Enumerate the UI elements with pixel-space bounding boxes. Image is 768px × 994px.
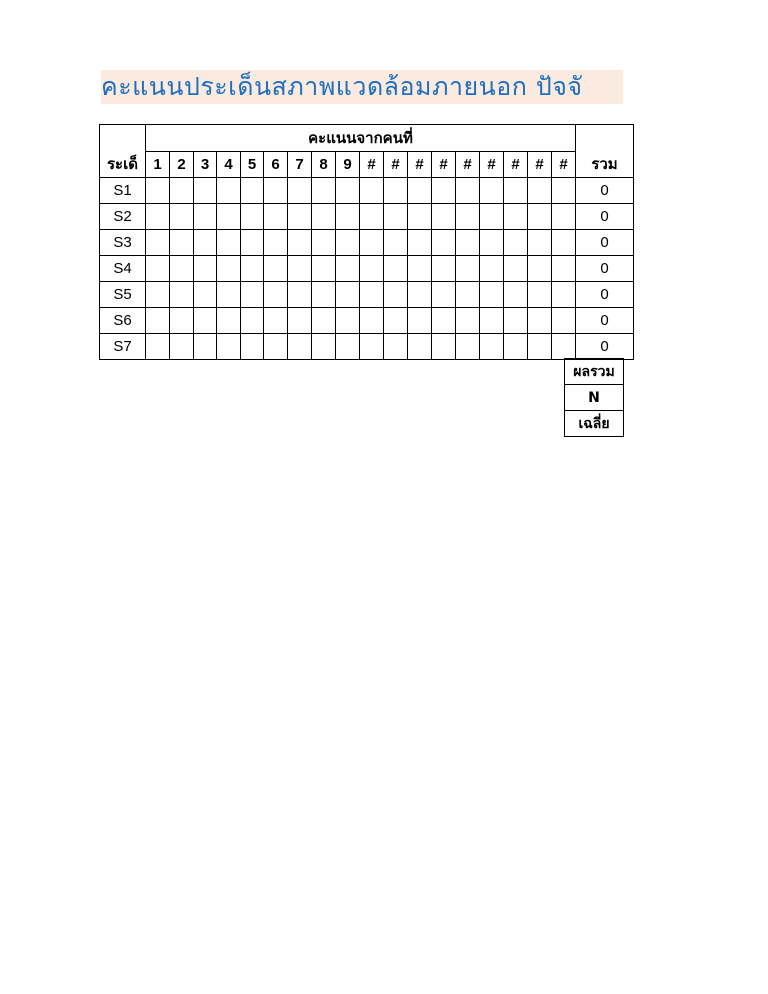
score-cell[interactable] (504, 256, 528, 282)
score-cell[interactable] (241, 230, 264, 256)
score-cell[interactable] (336, 230, 360, 256)
row-label: S6 (100, 308, 146, 334)
score-cell[interactable] (241, 282, 264, 308)
score-cell[interactable] (480, 308, 504, 334)
score-cell[interactable] (360, 282, 384, 308)
corner-cell (100, 125, 146, 152)
score-cell[interactable] (264, 204, 288, 230)
score-cell[interactable] (408, 178, 432, 204)
score-cell[interactable] (408, 204, 432, 230)
row-total: 0 (576, 178, 634, 204)
average-label: เฉลี่ย (565, 411, 624, 437)
score-cell[interactable] (217, 308, 241, 334)
column-number-header: 7 (288, 152, 312, 178)
score-cell[interactable] (384, 282, 408, 308)
score-cell[interactable] (456, 204, 480, 230)
score-cell[interactable] (336, 334, 360, 360)
score-cell[interactable] (146, 230, 170, 256)
summary-block (564, 358, 624, 437)
score-cell[interactable] (312, 308, 336, 334)
score-cell[interactable] (432, 256, 456, 282)
score-cell[interactable] (456, 256, 480, 282)
score-cell[interactable] (432, 230, 456, 256)
score-cell[interactable] (288, 230, 312, 256)
column-number-header: # (552, 152, 576, 178)
score-cell[interactable] (146, 334, 170, 360)
score-cell[interactable] (432, 178, 456, 204)
row-label: S5 (100, 282, 146, 308)
score-cell[interactable] (480, 230, 504, 256)
score-cell[interactable] (480, 204, 504, 230)
score-cell[interactable] (552, 282, 576, 308)
score-cell[interactable] (384, 204, 408, 230)
column-number-header: # (408, 152, 432, 178)
score-cell[interactable] (480, 282, 504, 308)
score-cell[interactable] (480, 334, 504, 360)
column-number-header: 5 (241, 152, 264, 178)
score-cell[interactable] (288, 178, 312, 204)
score-cell[interactable] (432, 308, 456, 334)
table-row (100, 230, 634, 256)
score-cell[interactable] (408, 334, 432, 360)
score-cell[interactable] (360, 204, 384, 230)
score-cell[interactable] (432, 282, 456, 308)
score-cell[interactable] (336, 178, 360, 204)
header-row-top (100, 125, 634, 152)
score-cell[interactable] (456, 334, 480, 360)
column-number-header: 2 (170, 152, 194, 178)
row-total: 0 (576, 334, 634, 360)
score-cell[interactable] (384, 334, 408, 360)
column-number-header: 3 (194, 152, 217, 178)
table-row (100, 204, 634, 230)
score-cell[interactable] (504, 204, 528, 230)
score-cell[interactable] (217, 204, 241, 230)
score-cell[interactable] (408, 230, 432, 256)
title-banner (101, 70, 623, 104)
score-cell[interactable] (360, 256, 384, 282)
score-cell[interactable] (552, 334, 576, 360)
score-table (99, 124, 634, 360)
score-cell[interactable] (146, 178, 170, 204)
row-header-label: ระเด็ (100, 152, 146, 178)
sheet-title: คะแนนประเด็นสภาพแวดล้อมภายนอก ปัจจั (101, 72, 583, 101)
score-cell[interactable] (194, 282, 217, 308)
score-cell[interactable] (264, 282, 288, 308)
score-cell[interactable] (384, 308, 408, 334)
score-cell[interactable] (528, 334, 552, 360)
sum-label: ผลรวม (565, 359, 624, 385)
column-number-header: 8 (312, 152, 336, 178)
row-label: S2 (100, 204, 146, 230)
score-cell[interactable] (408, 282, 432, 308)
score-cell[interactable] (170, 308, 194, 334)
score-cell[interactable] (528, 256, 552, 282)
score-cell[interactable] (264, 230, 288, 256)
score-cell[interactable] (194, 256, 217, 282)
score-cell[interactable] (456, 178, 480, 204)
table-row (100, 282, 634, 308)
score-cell[interactable] (288, 282, 312, 308)
header-row-numbers (100, 152, 634, 178)
score-cell[interactable] (360, 178, 384, 204)
score-cell[interactable] (312, 256, 336, 282)
row-total: 0 (576, 230, 634, 256)
score-cell[interactable] (360, 230, 384, 256)
total-header-top (576, 125, 634, 152)
score-cell[interactable] (312, 178, 336, 204)
score-cell[interactable] (217, 334, 241, 360)
score-cell[interactable] (528, 282, 552, 308)
column-number-header: 9 (336, 152, 360, 178)
score-cell[interactable] (528, 204, 552, 230)
score-cell[interactable] (504, 178, 528, 204)
score-cell[interactable] (504, 334, 528, 360)
table-row (100, 308, 634, 334)
score-cell[interactable] (408, 256, 432, 282)
score-cell[interactable] (312, 204, 336, 230)
score-cell[interactable] (504, 282, 528, 308)
group-header: คะแนนจากคนที่ (146, 125, 576, 152)
column-number-header: # (528, 152, 552, 178)
score-cell[interactable] (146, 282, 170, 308)
column-number-header: # (480, 152, 504, 178)
score-cell[interactable] (194, 308, 217, 334)
score-cell[interactable] (528, 230, 552, 256)
score-cell[interactable] (170, 282, 194, 308)
score-cell[interactable] (170, 230, 194, 256)
row-total: 0 (576, 204, 634, 230)
score-cell[interactable] (241, 204, 264, 230)
score-cell[interactable] (170, 334, 194, 360)
score-cell[interactable] (288, 334, 312, 360)
score-cell[interactable] (194, 334, 217, 360)
score-cell[interactable] (288, 256, 312, 282)
score-cell[interactable] (456, 230, 480, 256)
row-total: 0 (576, 308, 634, 334)
score-cell[interactable] (336, 256, 360, 282)
total-header: รวม (576, 152, 634, 178)
score-cell[interactable] (552, 178, 576, 204)
score-cell[interactable] (146, 308, 170, 334)
column-number-header: # (384, 152, 408, 178)
column-number-header: 1 (146, 152, 170, 178)
score-cell[interactable] (384, 230, 408, 256)
score-cell[interactable] (432, 204, 456, 230)
score-cell[interactable] (480, 256, 504, 282)
score-cell[interactable] (360, 334, 384, 360)
row-total: 0 (576, 282, 634, 308)
row-total: 0 (576, 256, 634, 282)
score-cell[interactable] (528, 178, 552, 204)
score-cell[interactable] (288, 204, 312, 230)
score-cell[interactable] (194, 230, 217, 256)
column-number-header: 6 (264, 152, 288, 178)
score-cell[interactable] (146, 256, 170, 282)
score-cell[interactable] (217, 178, 241, 204)
score-cell[interactable] (432, 334, 456, 360)
score-cell[interactable] (336, 308, 360, 334)
score-cell[interactable] (384, 256, 408, 282)
score-cell[interactable] (360, 308, 384, 334)
score-cell[interactable] (480, 178, 504, 204)
row-label: S4 (100, 256, 146, 282)
score-cell[interactable] (552, 308, 576, 334)
score-cell[interactable] (217, 256, 241, 282)
score-cell[interactable] (456, 282, 480, 308)
score-cell[interactable] (264, 256, 288, 282)
score-cell[interactable] (264, 178, 288, 204)
score-cell[interactable] (336, 204, 360, 230)
score-cell[interactable] (336, 282, 360, 308)
row-label: S1 (100, 178, 146, 204)
score-cell[interactable] (194, 204, 217, 230)
row-label: S3 (100, 230, 146, 256)
score-cell[interactable] (264, 334, 288, 360)
score-cell[interactable] (552, 256, 576, 282)
score-cell[interactable] (170, 178, 194, 204)
score-cell[interactable] (217, 282, 241, 308)
score-cell[interactable] (264, 308, 288, 334)
score-cell[interactable] (552, 230, 576, 256)
score-cell[interactable] (241, 308, 264, 334)
score-cell[interactable] (312, 334, 336, 360)
score-cell[interactable] (146, 204, 170, 230)
score-cell[interactable] (312, 230, 336, 256)
score-cell[interactable] (170, 256, 194, 282)
score-cell[interactable] (194, 178, 217, 204)
score-cell[interactable] (456, 308, 480, 334)
row-label: S7 (100, 334, 146, 360)
column-number-header: # (504, 152, 528, 178)
column-number-header: # (432, 152, 456, 178)
score-cell[interactable] (312, 282, 336, 308)
score-cell[interactable] (241, 178, 264, 204)
score-cell[interactable] (504, 230, 528, 256)
table-row (100, 178, 634, 204)
score-cell[interactable] (528, 308, 552, 334)
score-cell[interactable] (217, 230, 241, 256)
score-cell[interactable] (241, 256, 264, 282)
table-row (100, 256, 634, 282)
score-cell[interactable] (408, 308, 432, 334)
score-cell[interactable] (552, 204, 576, 230)
column-number-header: # (360, 152, 384, 178)
column-number-header: # (456, 152, 480, 178)
score-cell[interactable] (384, 178, 408, 204)
score-cell[interactable] (288, 308, 312, 334)
score-cell[interactable] (241, 334, 264, 360)
table-row (100, 334, 634, 360)
score-cell[interactable] (170, 204, 194, 230)
score-cell[interactable] (504, 308, 528, 334)
n-label: N (565, 385, 624, 411)
column-number-header: 4 (217, 152, 241, 178)
